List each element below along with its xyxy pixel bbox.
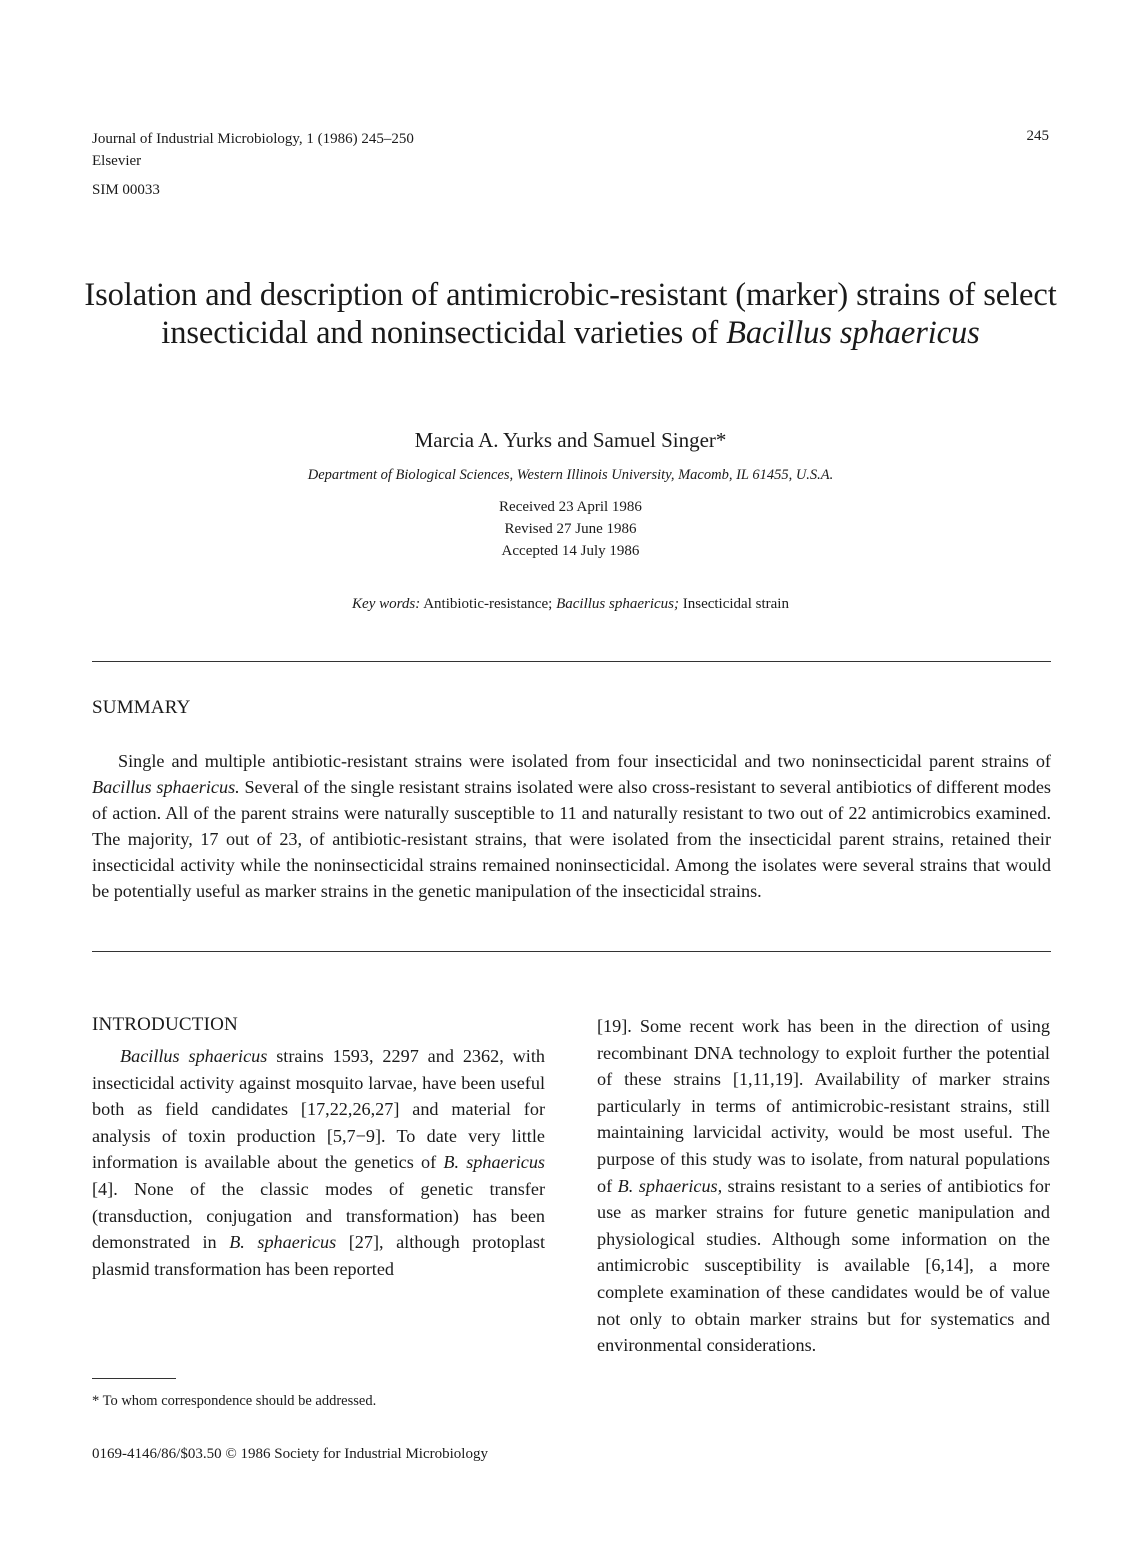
divider-top xyxy=(92,661,1051,662)
keyword-3: Insecticidal strain xyxy=(682,596,789,612)
paper-title xyxy=(70,276,1071,352)
copyright-line: 0169-4146/86/$03.50 © 1986 Society for Industrial Microbiology xyxy=(92,1446,488,1462)
intro-species-2: B. sphaericus xyxy=(443,1152,546,1173)
intro-text-2: [4]. None of the classic modes of genetic transfer (transduction, conjugation and transformation) has been demonstrated in xyxy=(92,1178,545,1253)
intro-text-1: strains 1593, 2297 and 2362, with insecticidal activity against mosquito larvae, have been useful both as field candidates [17,22,26,27] and material for analysis of toxin production [5,7−9]. To date very little information is available about the genetics of xyxy=(92,1046,545,1173)
authors: Marcia A. Yurks and Samuel Singer* xyxy=(414,428,727,452)
intro-species-4: B. sphaericus, xyxy=(617,1175,723,1196)
intro-text-3: [27], although protoplast plasmid transformation has been reported xyxy=(92,1232,546,1279)
intro-text-4: [19]. Some recent work has been in the direction of using recombinant DNA technology to exploit further the potential of these strains [1,11,19]. Availability of marker strains particularly in terms of antimicrobic-resistant strains, still maintaining larvicidal activity, would be most useful. The purpose of this study was to isolate, from natural populations of xyxy=(597,1016,1050,1196)
intro-species-3: B. sphaericus xyxy=(229,1232,337,1253)
affiliation: Department of Biological Sciences, Western Illinois University, Macomb, IL 61455, U.S.A. xyxy=(307,467,834,483)
keywords-label: Key words: xyxy=(352,596,421,612)
title-text: Isolation and description of antimicrobic-resistant (marker) strains of select insecticidal and noninsecticidal varieties of xyxy=(84,277,1057,351)
date-received: Received 23 April 1986 xyxy=(499,499,642,515)
footnote: * To whom correspondence should be addressed. xyxy=(92,1393,377,1409)
introduction-heading: INTRODUCTION xyxy=(92,1014,238,1035)
publisher: Elsevier xyxy=(92,153,142,169)
intro-column-left xyxy=(92,1043,545,1282)
journal-citation xyxy=(92,128,414,172)
journal-line: Journal of Industrial Microbiology, 1 (1986) 245–250 xyxy=(92,131,414,147)
summary-paragraph xyxy=(92,748,1051,904)
footnote-rule xyxy=(92,1378,176,1379)
dates-block xyxy=(0,496,1141,562)
keywords xyxy=(0,596,1141,613)
summary-text-1: Single and multiple antibiotic-resistant strains were isolated from four insecticidal and two noninsecticidal parent strains of xyxy=(118,751,1051,771)
intro-species-1: Bacillus sphaericus xyxy=(120,1046,268,1066)
divider-bottom xyxy=(92,951,1051,952)
summary-heading: SUMMARY xyxy=(92,697,191,718)
summary-text-2: Several of the single resistant strains isolated were also cross-resistant to several antibiotics of different modes of action. All of the parent strains were naturally susceptible to 11 and naturally resistant to two out of 22 antimicrobics examined. The majority, 17 out of 23, of antibiotic-resistant strains, that were isolated from the insecticidal parent strains, retained their insecticidal activity while the noninsecticidal strains remained noninsecticidal. Among the isolates were several strains that would be potentially useful as marker strains in the genetic manipulation of the insecticidal strains. xyxy=(92,777,1051,901)
intro-text-5: strains resistant to a series of antibiotics for use as marker strains for future genetic manipulation and physiological studies. Although some information on the antimicrobic susceptibility is available [6,14], a more complete examination of these candidates would be of value not only to obtain marker strains but for systematics and environmental considerations. xyxy=(597,1175,1051,1356)
title-species: Bacillus sphaericus xyxy=(726,315,980,351)
page-number: 245 xyxy=(1026,128,1049,144)
date-accepted: Accepted 14 July 1986 xyxy=(501,543,640,559)
keyword-1: Antibiotic-resistance; xyxy=(423,596,553,612)
summary-species: Bacillus sphaericus. xyxy=(92,777,240,797)
keyword-2: Bacillus sphaericus; xyxy=(556,596,679,612)
sim-code: SIM 00033 xyxy=(92,182,160,198)
intro-column-right xyxy=(597,1013,1050,1359)
date-revised: Revised 27 June 1986 xyxy=(504,521,637,537)
